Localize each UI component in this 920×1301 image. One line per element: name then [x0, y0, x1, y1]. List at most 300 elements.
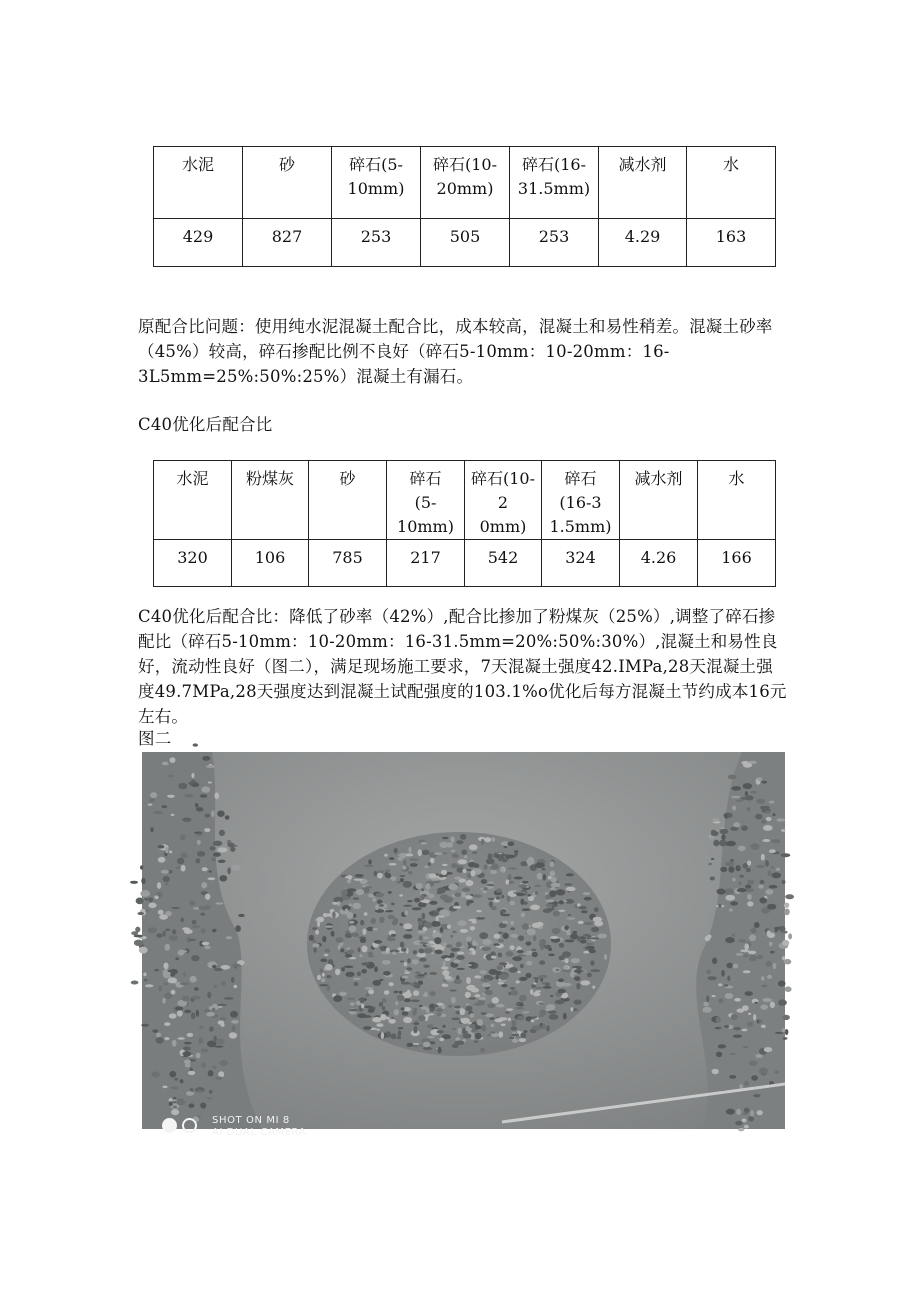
aggregate-speck [574, 976, 580, 981]
aggregate-speck [137, 912, 144, 915]
table-row [154, 540, 776, 587]
aggregate-speck [762, 839, 770, 842]
aggregate-speck [726, 1109, 735, 1115]
aggregate-speck [464, 855, 468, 858]
aggregate-speck [499, 1017, 508, 1020]
aggregate-speck [364, 865, 373, 868]
aggregate-speck [747, 894, 752, 900]
aggregate-speck [197, 1090, 203, 1093]
aggregate-speck [167, 795, 175, 798]
aggregate-speck [326, 975, 331, 978]
value-water: 163 [687, 219, 776, 267]
aggregate-speck [549, 1006, 554, 1009]
aggregate-speck [364, 912, 368, 916]
aggregate-speck [733, 1035, 742, 1038]
aggregate-speck [712, 995, 716, 997]
aggregate-speck [539, 1003, 545, 1005]
aggregate-speck [215, 902, 223, 905]
aggregate-speck [177, 858, 184, 865]
aggregate-speck [501, 868, 505, 873]
aggregate-speck [326, 913, 330, 916]
aggregate-speck [379, 979, 383, 981]
aggregate-speck [463, 1034, 472, 1039]
aggregate-speck [474, 975, 481, 978]
aggregate-speck [744, 1125, 749, 1129]
aggregate-speck [465, 992, 471, 998]
aggregate-speck [150, 827, 154, 832]
aggregate-speck [517, 950, 524, 953]
watermark-line-2: AI DUAL CAMERA [212, 1127, 307, 1138]
aggregate-speck [454, 1041, 464, 1046]
aggregate-speck [477, 1019, 484, 1026]
aggregate-speck [169, 1101, 173, 1106]
aggregate-speck [434, 852, 443, 855]
aggregate-speck [186, 1091, 194, 1096]
aggregate-speck [739, 875, 743, 878]
aggregate-speck [398, 1027, 404, 1029]
aggregate-speck [402, 865, 406, 869]
aggregate-speck [778, 999, 787, 1005]
aggregate-speck [738, 881, 741, 885]
aggregate-speck [468, 997, 476, 999]
aggregate-speck [230, 1011, 238, 1018]
aggregate-speck [415, 983, 420, 988]
aggregate-speck [526, 929, 535, 936]
aggregate-speck [214, 792, 219, 799]
aggregate-speck [232, 865, 241, 871]
aggregate-speck [583, 892, 591, 895]
aggregate-speck [502, 860, 507, 863]
aggregate-speck [466, 977, 471, 984]
aggregate-speck [158, 857, 166, 863]
aggregate-speck [534, 885, 541, 887]
aggregate-speck [457, 952, 464, 955]
aggregate-speck [782, 940, 789, 946]
aggregate-speck [419, 935, 423, 940]
aggregate-speck [363, 1015, 372, 1018]
aggregate-speck [175, 957, 179, 960]
aggregate-speck [407, 958, 411, 963]
aggregate-speck [314, 947, 317, 953]
aggregate-speck [771, 839, 781, 843]
aggregate-speck [191, 1013, 195, 1020]
aggregate-speck [172, 1099, 177, 1101]
aggregate-speck [147, 927, 157, 933]
aggregate-speck [379, 917, 384, 923]
aggregate-speck [519, 977, 528, 981]
aggregate-speck [782, 1015, 790, 1020]
aggregate-speck [202, 756, 210, 761]
aggregate-speck [378, 870, 385, 873]
aggregate-speck [418, 1015, 426, 1021]
aggregate-speck [231, 1020, 239, 1024]
aggregate-speck [322, 936, 326, 943]
aggregate-speck [451, 948, 461, 951]
aggregate-speck [218, 860, 226, 863]
aggregate-speck [727, 976, 730, 982]
aggregate-speck [556, 969, 560, 971]
aggregate-speck [562, 970, 571, 972]
aggregate-speck [555, 1000, 565, 1005]
aggregate-speck [781, 829, 785, 832]
aggregate-speck [539, 960, 545, 965]
aggregate-speck [212, 965, 216, 969]
aggregate-speck [188, 939, 196, 941]
aggregate-speck [170, 757, 176, 763]
aggregate-speck [419, 958, 426, 962]
aggregate-speck [200, 1103, 206, 1109]
aggregate-speck [756, 865, 765, 868]
aggregate-speck [731, 1014, 738, 1020]
aggregate-speck [178, 783, 187, 790]
aggregate-speck [498, 982, 504, 985]
aggregate-speck [556, 889, 566, 895]
aggregate-speck [204, 1009, 211, 1013]
aggregate-speck [725, 888, 734, 895]
aggregate-speck [408, 871, 413, 874]
aggregate-speck [440, 927, 444, 933]
aggregate-speck [733, 964, 739, 969]
aggregate-speck [157, 882, 161, 889]
aggregate-speck [558, 989, 566, 994]
aggregate-speck [367, 952, 373, 955]
aggregate-speck [528, 863, 531, 866]
aggregate-speck [782, 880, 786, 884]
aggregate-speck [152, 1029, 158, 1032]
aggregate-speck [461, 1018, 471, 1024]
aggregate-speck [735, 1121, 743, 1126]
aggregate-speck [471, 870, 476, 876]
aggregate-speck [744, 943, 749, 950]
aggregate-speck [421, 842, 427, 845]
aggregate-speck [493, 943, 499, 945]
aggregate-speck [765, 810, 771, 813]
aggregate-speck [347, 950, 355, 955]
aggregate-speck [712, 818, 719, 821]
aggregate-speck [171, 907, 180, 909]
aggregate-speck [196, 1010, 199, 1017]
aggregate-speck [473, 894, 482, 897]
aggregate-speck [172, 929, 177, 934]
aggregate-speck [140, 865, 143, 869]
header-gravel-5-10: 碎石 (5- 10mm) [387, 461, 465, 540]
aggregate-speck [195, 803, 199, 807]
header-gravel-10-20: 碎石(10- 2 0mm) [465, 461, 542, 540]
aggregate-speck [341, 967, 345, 971]
aggregate-speck [488, 882, 494, 884]
aggregate-speck [403, 905, 412, 907]
aggregate-speck [389, 857, 394, 860]
optimized-mix-results-paragraph: C40优化后配合比：降低了砂率（42%）,配合比掺加了粉煤灰（25%）,调整了碎石掺配比（碎石5-10mm：10-20mm：16-31.5mm=20%:50%:30%）,混凝土和易性良好，流动性良好（图二），满足现场施工要求，7天混凝土强度42.IMPa,28天混凝土强度49.7MPa,28天强度达到混凝土试配强度的103.1%o优化后每方混凝土节约成本16元左右。 [138, 607, 787, 726]
aggregate-speck [446, 944, 453, 948]
aggregate-speck [204, 946, 210, 950]
aggregate-speck [771, 866, 774, 868]
aggregate-speck [762, 985, 768, 988]
aggregate-speck [444, 984, 448, 987]
aggregate-speck [226, 936, 232, 939]
aggregate-speck [392, 920, 398, 925]
aggregate-speck [552, 928, 561, 934]
header-water: 水 [698, 461, 776, 540]
aggregate-speck [470, 926, 476, 931]
aggregate-speck [784, 903, 789, 908]
aggregate-speck [469, 844, 478, 850]
aggregate-speck [548, 876, 552, 880]
aggregate-speck [760, 898, 768, 904]
aggregate-speck [312, 927, 317, 930]
aggregate-speck [422, 927, 427, 931]
aggregate-speck [567, 933, 571, 935]
aggregate-speck [514, 850, 518, 852]
aggregate-speck [354, 982, 359, 986]
aggregate-speck [462, 869, 466, 873]
aggregate-speck [376, 893, 385, 898]
aggregate-speck [169, 935, 178, 941]
header-cement: 水泥 [154, 147, 243, 219]
aggregate-speck [173, 1106, 177, 1109]
aggregate-speck [445, 976, 452, 980]
value-gravel-10-20: 505 [421, 219, 510, 267]
aggregate-speck [315, 930, 319, 935]
aggregate-speck [502, 933, 508, 939]
aggregate-speck [368, 955, 374, 958]
aggregate-speck [483, 887, 487, 890]
aggregate-speck [457, 920, 466, 926]
aggregate-speck [450, 935, 453, 938]
aggregate-speck [165, 911, 172, 916]
aggregate-speck [169, 851, 172, 854]
aggregate-speck [785, 986, 792, 992]
aggregate-speck [358, 947, 361, 952]
aggregate-speck [391, 903, 394, 906]
header-sand: 砂 [309, 461, 387, 540]
aggregate-speck [219, 1060, 228, 1066]
table-row [154, 219, 776, 267]
aggregate-speck [767, 975, 772, 979]
aggregate-speck [453, 906, 461, 909]
aggregate-speck [593, 917, 602, 922]
aggregate-speck [399, 875, 405, 877]
aggregate-speck [550, 936, 559, 939]
aggregate-speck [167, 970, 173, 973]
aggregate-speck [349, 903, 352, 906]
aggregate-speck [574, 969, 582, 973]
aggregate-speck [403, 860, 407, 866]
aggregate-speck [209, 1026, 214, 1031]
aggregate-speck [339, 992, 347, 996]
aggregate-speck [362, 969, 367, 974]
aggregate-speck [377, 873, 382, 879]
aggregate-speck [425, 944, 434, 946]
aggregate-speck [199, 1025, 204, 1028]
aggregate-speck [743, 954, 748, 957]
aggregate-speck [384, 990, 389, 995]
aggregate-speck [490, 1032, 495, 1034]
aggregate-speck [774, 1071, 779, 1074]
aggregate-speck [705, 936, 711, 942]
aggregate-speck [388, 891, 392, 894]
aggregate-speck [745, 791, 748, 796]
aggregate-speck [748, 1013, 751, 1015]
value-water-reducer: 4.26 [620, 540, 698, 587]
aggregate-speck [353, 879, 362, 881]
aggregate-speck [425, 883, 430, 890]
aggregate-speck [360, 997, 365, 1003]
aggregate-speck [338, 945, 341, 950]
aggregate-speck [394, 848, 398, 854]
aggregate-speck [508, 881, 514, 884]
aggregate-speck [161, 870, 169, 874]
aggregate-speck [198, 1037, 203, 1044]
aggregate-speck [465, 880, 473, 886]
aggregate-speck [461, 850, 467, 855]
aggregate-speck [345, 876, 353, 879]
aggregate-speck [783, 1037, 788, 1039]
aggregate-speck [359, 954, 362, 957]
aggregate-speck [741, 1118, 746, 1122]
aggregate-speck [738, 1128, 744, 1131]
aggregate-speck [475, 1033, 482, 1040]
aggregate-speck [553, 911, 560, 917]
aggregate-speck [429, 991, 436, 996]
aggregate-speck [715, 1027, 722, 1029]
aggregate-speck [163, 876, 170, 882]
camera-logo-icon [162, 1118, 202, 1136]
aggregate-speck [537, 873, 543, 880]
value-gravel-16-31: 253 [510, 219, 599, 267]
aggregate-speck [192, 996, 201, 1000]
aggregate-speck [312, 943, 319, 947]
aggregate-speck [398, 854, 407, 856]
aggregate-speck [522, 881, 529, 884]
aggregate-speck [220, 1017, 226, 1021]
value-sand: 827 [243, 219, 332, 267]
aggregate-speck [579, 936, 586, 939]
aggregate-speck [191, 925, 200, 928]
aggregate-speck [171, 814, 175, 816]
aggregate-speck [145, 910, 148, 913]
aggregate-speck [191, 773, 194, 778]
aggregate-speck [400, 942, 404, 948]
aggregate-speck [188, 1071, 195, 1075]
aggregate-speck [465, 895, 472, 899]
aggregate-speck [539, 1009, 546, 1016]
aggregate-speck [170, 1086, 178, 1089]
aggregate-speck [775, 1032, 784, 1034]
aggregate-speck [708, 863, 712, 865]
aggregate-speck [376, 1023, 383, 1027]
aggregate-speck [511, 1034, 519, 1037]
aggregate-speck [363, 1026, 372, 1030]
aggregate-speck [741, 1029, 747, 1032]
aggregate-speck [411, 1000, 420, 1003]
aggregate-speck [386, 947, 390, 953]
aggregate-speck [747, 1022, 753, 1027]
aggregate-speck [548, 948, 552, 951]
aggregate-speck [219, 830, 225, 836]
aggregate-speck [197, 851, 205, 857]
aggregate-speck [750, 1110, 753, 1117]
aggregate-speck [748, 1116, 754, 1121]
aggregate-speck [725, 895, 735, 901]
aggregate-speck [559, 943, 565, 948]
aggregate-speck [530, 989, 533, 995]
aggregate-speck [770, 1002, 775, 1009]
aggregate-speck [331, 931, 335, 937]
aggregate-speck [496, 888, 502, 892]
aggregate-speck [736, 1109, 741, 1115]
aggregate-speck [168, 977, 178, 983]
aggregate-speck [428, 894, 434, 899]
aggregate-speck [763, 825, 773, 831]
aggregate-speck [394, 1009, 399, 1015]
aggregate-speck [576, 983, 580, 989]
aggregate-speck [533, 983, 537, 985]
aggregate-speck [748, 951, 756, 955]
aggregate-speck [508, 874, 512, 880]
aggregate-speck [404, 911, 408, 916]
aggregate-speck [510, 901, 516, 906]
aggregate-speck [725, 993, 734, 999]
aggregate-speck [520, 964, 524, 969]
aggregate-speck [409, 858, 419, 860]
aggregate-speck [227, 867, 230, 874]
aggregate-speck [470, 1013, 475, 1018]
aggregate-speck [747, 807, 751, 811]
aggregate-speck [494, 934, 501, 939]
aggregate-speck [462, 888, 470, 892]
aggregate-speck [770, 951, 774, 954]
aggregate-speck [521, 912, 525, 917]
aggregate-speck [232, 964, 241, 968]
aggregate-speck [508, 867, 517, 869]
aggregate-speck [496, 1004, 505, 1008]
aggregate-speck [563, 1013, 567, 1020]
aggregate-speck [452, 855, 459, 858]
aggregate-speck [451, 1018, 460, 1021]
aggregate-speck [566, 917, 575, 919]
watermark-line-1: SHOT ON MI 8 [212, 1115, 290, 1126]
aggregate-speck [202, 942, 210, 945]
aggregate-speck [423, 965, 430, 968]
aggregate-speck [472, 852, 477, 854]
aggregate-speck [732, 878, 735, 882]
aggregate-speck [488, 898, 495, 900]
aggregate-speck [361, 962, 369, 965]
aggregate-speck [772, 813, 775, 816]
aggregate-speck [345, 972, 354, 977]
aggregate-speck [429, 972, 437, 975]
aggregate-speck [431, 952, 434, 955]
aggregate-speck [171, 1109, 179, 1115]
aggregate-speck [387, 937, 396, 941]
aggregate-speck [428, 862, 431, 865]
aggregate-speck [357, 972, 361, 977]
aggregate-speck [130, 881, 138, 884]
aggregate-speck [480, 979, 489, 982]
aggregate-speck [172, 1040, 177, 1047]
aggregate-speck [733, 1027, 741, 1030]
aggregate-speck [178, 1037, 185, 1039]
aggregate-speck [570, 1007, 573, 1011]
aggregate-speck [487, 1034, 491, 1037]
aggregate-speck [491, 906, 497, 910]
optimized-mix-table [153, 460, 776, 587]
aggregate-speck [401, 976, 408, 979]
aggregate-speck [430, 858, 435, 864]
aggregate-speck [517, 971, 521, 973]
aggregate-speck [156, 933, 162, 937]
